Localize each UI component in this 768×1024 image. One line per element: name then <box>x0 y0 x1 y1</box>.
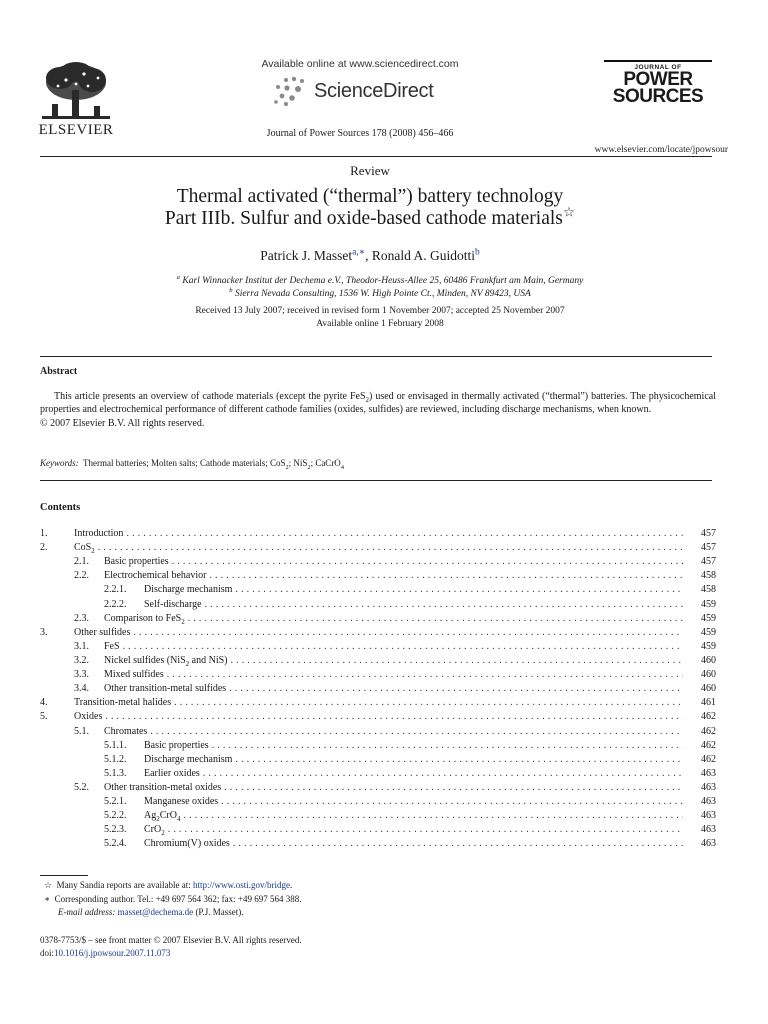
toc-entry-title-text: Basic properties <box>144 739 209 751</box>
footnote-corresponding <box>44 894 301 905</box>
toc-leader-dots <box>105 711 683 722</box>
toc-entry-number: 1. <box>40 528 48 539</box>
toc-entry-subscript: 2 <box>91 547 95 556</box>
toc-leader-dots <box>172 556 683 567</box>
toc-entry[interactable] <box>40 599 716 613</box>
affiliation-b-text: Sierra Nevada Consulting, 1536 W. High Pointe Ct., Minden, NV 89423, USA <box>234 289 531 299</box>
toc-entry-title-text: and NiS) <box>189 654 228 666</box>
toc-entry-title <box>104 726 147 737</box>
abstract-text-2: ) used or envisaged in thermally activated (“thermal”) batteries. The physicochemical properties and electrochemical performance of different cathode families (oxides, sulfides) are reviewed, including discharge mechanisms, when known. <box>40 391 716 416</box>
elsevier-wordmark: ELSEVIER <box>38 122 114 138</box>
toc-entry-number: 2.2.1. <box>104 584 127 596</box>
sciencedirect-wordmark: ScienceDirect <box>314 80 434 102</box>
elsevier-logo <box>38 60 114 142</box>
affiliation-a-mark: a <box>176 273 180 281</box>
toc-entry-page: 462 <box>701 753 716 765</box>
toc-entry-title-text: FeS <box>104 640 120 652</box>
email-label: E-mail address: <box>58 907 116 917</box>
author-guidotti: Ronald A. Guidotti <box>371 248 475 263</box>
toc-entry-subscript: 4 <box>176 815 181 824</box>
footnote-corresponding-text: Corresponding author. Tel.: +49 697 564 362; fax: +49 697 564 388. <box>54 894 302 904</box>
toc-leader-dots <box>212 740 683 751</box>
keywords-text-1: Thermal batteries; Molten salts; Cathode materials; CoS <box>83 458 286 468</box>
toc-entry-page: 462 <box>701 725 716 737</box>
toc-entry-page: 463 <box>701 838 716 850</box>
toc-entry[interactable] <box>40 613 716 627</box>
toc-entry-number: 5.2.3. <box>104 824 127 836</box>
toc-leader-dots <box>231 655 684 666</box>
affiliation-b <box>0 286 760 299</box>
toc-entry-title <box>144 584 232 595</box>
email-link[interactable]: masset@dechema.de <box>117 907 194 917</box>
elsevier-tree-icon <box>38 60 114 124</box>
toc-leader-dots <box>229 683 683 694</box>
toc-entry[interactable] <box>40 542 716 556</box>
toc-entry-title-text: Manganese oxides <box>144 796 219 808</box>
toc-entry-page: 457 <box>701 528 716 539</box>
toc-entry-number: 2.3. <box>74 612 89 624</box>
toc-entry-title <box>144 754 232 765</box>
online-date: Available online 1 February 2008 <box>316 319 444 329</box>
journal-logo-line1: JOURNAL OF <box>634 64 682 71</box>
toc-entry-number: 5.1.1. <box>104 739 127 751</box>
toc-entry-page: 460 <box>701 654 716 666</box>
toc-entry[interactable] <box>40 740 716 754</box>
toc-entry-title-text: Electrochemical behavior <box>104 570 207 582</box>
journal-logo-line2: POWER <box>623 69 693 90</box>
toc-entry-number: 2. <box>40 542 48 554</box>
author-guidotti-affiliation-mark[interactable]: b <box>475 247 480 258</box>
toc-entry-title-text: Self-discharge <box>144 598 202 610</box>
toc-entry-page: 459 <box>701 626 716 638</box>
article-title-line2-text: Part IIIb. Sulfur and oxide-based cathode materials <box>164 208 563 229</box>
title-footnote-mark[interactable]: ☆ <box>562 204 576 220</box>
toc-entry-title-text: Nickel sulfides (NiS <box>104 654 186 666</box>
keywords-divider <box>40 480 712 481</box>
abstract-paragraph <box>40 390 716 417</box>
keywords-sub-3: 4 <box>340 463 344 471</box>
toc-entry-number: 3.3. <box>74 669 89 681</box>
toc-entry-subscript: 2 <box>161 829 165 838</box>
toc-entry-title-text: Earlier oxides <box>144 767 200 779</box>
toc-leader-dots <box>221 796 683 807</box>
toc-entry-number: 3.1. <box>74 640 89 652</box>
toc-entry-title-text: Ag <box>144 810 157 822</box>
toc-leader-dots <box>168 824 683 835</box>
abstract-copyright: © 2007 Elsevier B.V. All rights reserved. <box>40 417 205 429</box>
footnote-sandia-end: . <box>289 880 293 890</box>
toc-entry-subscript: 2 <box>156 815 160 824</box>
toc-entry[interactable] <box>40 669 716 683</box>
author-masset: Patrick J. Masset <box>260 248 353 263</box>
toc-entry[interactable] <box>40 570 716 584</box>
abstract-heading: Abstract <box>40 366 78 377</box>
toc-entry-title-text: Other transition-metal oxides <box>104 781 222 793</box>
toc-entry-number: 3.2. <box>74 654 89 666</box>
toc-entry-title-text: Comparison to FeS <box>104 612 182 624</box>
toc-entry-page: 462 <box>701 711 716 723</box>
toc-leader-dots <box>150 726 683 737</box>
doi-link[interactable]: 10.1016/j.jpowsour.2007.11.073 <box>54 948 171 958</box>
sciencedirect-dots-icon <box>272 76 312 108</box>
abstract-text-1: This article presents an overview of cathode materials (except the pyrite FeS <box>54 391 366 402</box>
toc-entry-page: 463 <box>701 810 716 822</box>
toc-leader-dots <box>183 810 683 821</box>
footnote-email <box>58 907 243 917</box>
toc-entry-title-text: Oxides <box>74 711 103 723</box>
toc-entry-number: 5.1.2. <box>104 753 127 765</box>
toc-entry-number: 3. <box>40 626 48 638</box>
toc-entry-number: 5.1.3. <box>104 767 127 779</box>
toc-entry-title <box>104 570 206 581</box>
toc-entry-number: 5.2.1. <box>104 796 127 808</box>
author-masset-affiliation-mark[interactable]: a,∗ <box>352 247 366 258</box>
toc-leader-dots <box>209 570 683 581</box>
available-online-text: Available online at www.sciencedirect.com <box>261 58 459 70</box>
toc-entry-title <box>104 641 120 652</box>
toc-entry[interactable] <box>40 584 716 598</box>
affiliation-b-mark: b <box>229 286 233 294</box>
toc-leader-dots <box>167 669 683 680</box>
toc-entry-title <box>144 768 200 779</box>
header-divider <box>40 156 712 157</box>
toc-entry-number: 5.2.2. <box>104 810 127 822</box>
toc-entry-title <box>104 782 221 793</box>
keywords-text-2: ; NiS <box>288 458 308 468</box>
toc-entry-page: 463 <box>701 824 716 836</box>
toc-entry-page: 459 <box>701 640 716 652</box>
toc-entry[interactable] <box>40 824 716 838</box>
toc-leader-dots <box>98 542 683 553</box>
toc-entry-title <box>104 669 164 680</box>
toc-entry-title <box>74 711 102 722</box>
toc-leader-dots <box>203 768 683 779</box>
article-title-line1: Thermal activated (“thermal”) battery technology <box>176 186 564 207</box>
toc-entry-title-text: Introduction <box>74 528 124 539</box>
article-title-line2 <box>0 204 740 230</box>
toc-entry-page: 462 <box>701 739 716 751</box>
journal-logo-line3: SOURCES <box>612 86 704 107</box>
toc-entry-page: 463 <box>701 767 716 779</box>
toc-leader-dots <box>123 641 683 652</box>
doi-label: doi: <box>40 948 55 958</box>
toc-entry-page: 463 <box>701 781 716 793</box>
toc-entry-title <box>74 528 123 539</box>
toc-entry[interactable] <box>40 768 716 782</box>
toc-entry-title-text: Chromium(V) oxides <box>144 838 230 850</box>
osti-link[interactable]: http://www.osti.gov/bridge <box>193 880 290 890</box>
affiliation-a-text: Karl Winnacker Institut der Dechema e.V., Theodor-Heuss-Allee 25, 60486 Frankfurt am Main, Germany <box>182 276 584 286</box>
footnote-divider <box>40 875 88 876</box>
footnote-star-mark: ☆ <box>44 880 53 890</box>
keywords-sub-1: 2 <box>285 463 289 471</box>
article-type: Review <box>350 163 390 178</box>
toc-entry-page: 461 <box>701 697 716 709</box>
toc-entry[interactable] <box>40 711 716 725</box>
toc-entry-number: 5.2. <box>74 781 89 793</box>
toc-entry-title-text: Basic properties <box>104 556 169 568</box>
toc-entry[interactable] <box>40 641 716 655</box>
toc-entry-page: 458 <box>701 570 716 582</box>
toc-entry-number: 2.2.2. <box>104 598 127 610</box>
toc-entry-title <box>104 613 185 624</box>
toc-entry[interactable] <box>40 782 716 796</box>
toc-entry-title-text: Other sulfides <box>74 626 131 638</box>
toc-leader-dots <box>233 838 683 849</box>
toc-entry[interactable] <box>40 683 716 697</box>
toc-entry-title-text: Chromates <box>104 725 148 737</box>
toc-leader-dots <box>235 754 683 765</box>
toc-entry-page: 463 <box>701 796 716 808</box>
toc-entry-number: 5.1. <box>74 725 89 737</box>
author-separator: , <box>365 248 372 263</box>
table-of-contents <box>40 528 716 853</box>
toc-leader-dots <box>205 599 683 610</box>
toc-entry[interactable] <box>40 754 716 768</box>
footnote-asterisk-mark: ∗ <box>44 894 51 904</box>
toc-entry-page: 458 <box>701 584 716 596</box>
toc-entry-page: 460 <box>701 669 716 681</box>
toc-entry-number: 5. <box>40 711 48 723</box>
toc-entry[interactable] <box>40 810 716 824</box>
toc-entry-page: 457 <box>701 542 716 554</box>
toc-entry-title <box>74 627 130 638</box>
toc-entry[interactable] <box>40 838 716 852</box>
footnote-sandia-text: Many Sandia reports are available at: <box>56 880 194 890</box>
toc-entry-title <box>74 542 95 556</box>
toc-entry-title-text: CrO <box>144 824 162 836</box>
toc-entry[interactable] <box>40 796 716 810</box>
received-dates: Received 13 July 2007; received in revised form 1 November 2007; accepted 25 November 2007 <box>195 306 565 316</box>
email-footnote-end: (P.J. Masset). <box>193 907 244 917</box>
toc-entry-title-text: Other transition-metal sulfides <box>104 683 227 695</box>
toc-entry-number: 5.2.4. <box>104 838 127 850</box>
toc-leader-dots <box>126 528 683 539</box>
keywords-sub-2: 2 <box>307 463 311 471</box>
toc-leader-dots <box>174 697 683 708</box>
toc-entry-title-text: CoS <box>74 542 92 554</box>
toc-entry-page: 457 <box>701 556 716 568</box>
author-list <box>0 248 740 264</box>
toc-entry-page: 460 <box>701 683 716 695</box>
toc-entry-title <box>104 655 228 666</box>
toc-entry-page: 459 <box>701 612 716 624</box>
toc-entry-title <box>104 556 169 567</box>
toc-entry-title <box>144 824 165 838</box>
toc-entry-title-text: Discharge mechanism <box>144 753 233 765</box>
toc-entry-subscript: 2 <box>185 659 190 668</box>
journal-url-link[interactable]: www.elsevier.com/locate/jpowsour <box>594 145 728 155</box>
toc-entry-title <box>144 810 181 824</box>
toc-entry-title <box>144 740 209 751</box>
affiliation-a <box>0 273 760 286</box>
doi-line <box>40 948 170 958</box>
keywords <box>40 458 716 471</box>
toc-leader-dots <box>133 627 683 638</box>
toc-entry-title <box>104 683 226 694</box>
toc-entry[interactable] <box>40 726 716 740</box>
journal-power-sources-logo <box>604 60 712 134</box>
toc-entry[interactable] <box>40 528 716 542</box>
toc-entry-number: 2.2. <box>74 570 89 582</box>
toc-leader-dots <box>224 782 683 793</box>
toc-entry-page: 459 <box>701 598 716 610</box>
toc-entry-title-text: Transition-metal halides <box>74 697 172 709</box>
abstract-divider <box>40 356 712 357</box>
keywords-text-3: ; CaCrO <box>310 458 341 468</box>
toc-entry-number: 4. <box>40 697 48 709</box>
toc-entry-title <box>74 697 171 708</box>
toc-entry-title <box>144 838 230 849</box>
keywords-label: Keywords: <box>40 458 79 468</box>
issn-line: 0378-7753/$ – see front matter © 2007 Elsevier B.V. All rights reserved. <box>40 935 302 945</box>
toc-entry[interactable] <box>40 655 716 669</box>
toc-entry-title-text: Discharge mechanism <box>144 584 233 596</box>
contents-heading: Contents <box>40 502 81 513</box>
toc-entry-title <box>144 796 218 807</box>
toc-entry-title-text: Mixed sulfides <box>104 669 164 681</box>
abstract-body <box>40 390 716 430</box>
footnote-sandia <box>44 880 292 891</box>
toc-entry-number: 3.4. <box>74 683 89 695</box>
toc-leader-dots <box>188 613 683 624</box>
toc-entry-number: 2.1. <box>74 556 89 568</box>
toc-entry[interactable] <box>40 556 716 570</box>
toc-entry[interactable] <box>40 627 716 641</box>
journal-reference: Journal of Power Sources 178 (2008) 456–466 <box>266 128 454 139</box>
toc-entry-subscript: 2 <box>181 617 185 626</box>
abstract-sub: 2 <box>365 396 370 404</box>
toc-entry-title <box>144 599 202 610</box>
toc-entry[interactable] <box>40 697 716 711</box>
toc-entry-title-text: CrO <box>159 810 177 822</box>
toc-leader-dots <box>235 584 683 595</box>
